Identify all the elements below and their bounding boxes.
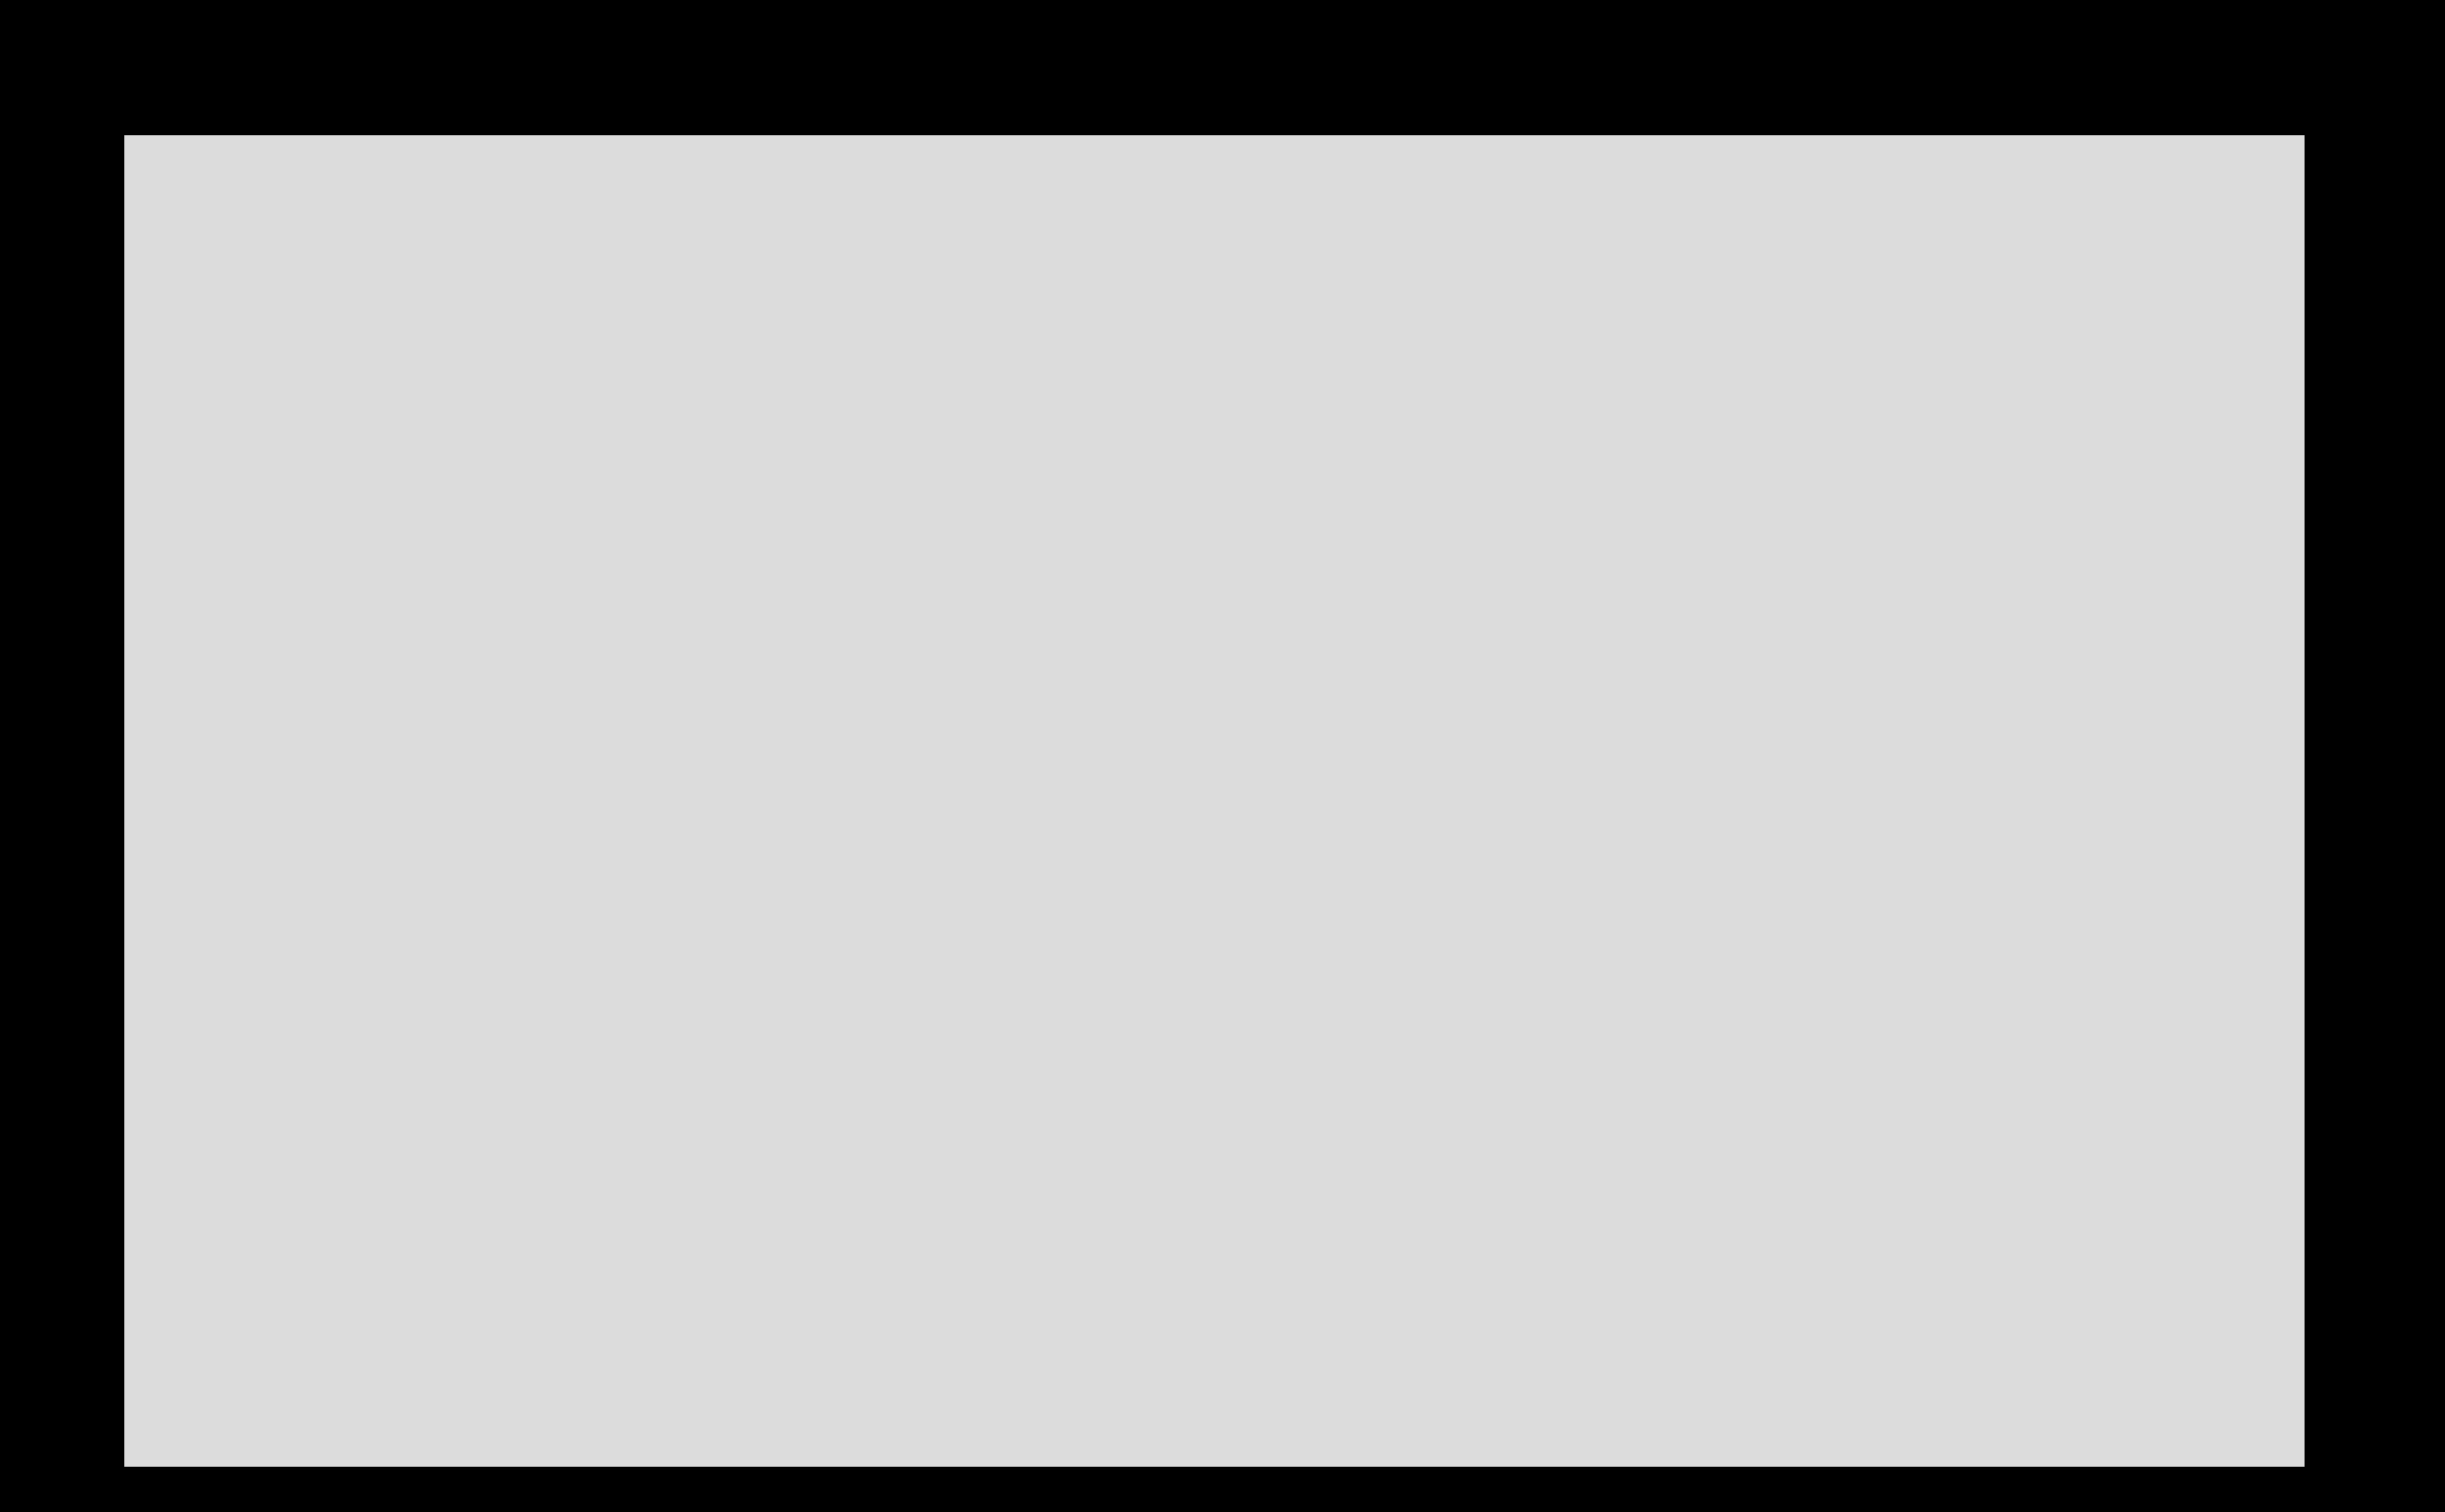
census-card bbox=[124, 135, 2305, 1467]
